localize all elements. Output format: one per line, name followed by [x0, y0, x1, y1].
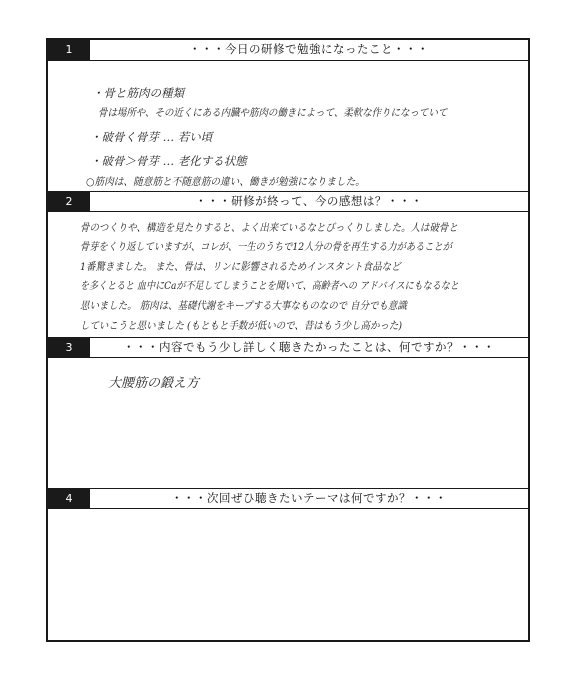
section-2-number: 2 — [48, 192, 90, 211]
section-3-note-line: 大腰筋の鍛え方 — [108, 376, 200, 391]
section-3-body — [48, 358, 528, 488]
section-1-note-line: ○筋肉は、随意筋と不随意筋の違い、働きが勉強になりました。 — [86, 176, 365, 188]
section-4-body — [48, 509, 528, 640]
section-1-header — [48, 40, 528, 61]
section-2-note-line: 骨のつくりや、構造を見たりすると、よく出来ているなとびっくりしました。人は破骨と — [80, 222, 458, 234]
section-2-note-line: 1番驚きました。 また、骨は、リンに影響されるためインスタント食品など — [80, 261, 401, 273]
section-2-title: ・・・研修が終って、今の感想は？・・・ — [195, 194, 423, 208]
section-1-note-line: ・破骨く骨芽 … 若い頃 — [90, 130, 213, 144]
feedback-sheet — [46, 38, 530, 642]
section-1-body — [48, 61, 528, 191]
section-4-title: ・・・次回ぜひ聴きたいテーマは何ですか？・・・ — [171, 491, 447, 505]
section-3-title: ・・・内容でもう少し詳しく聴きたかったことは、何ですか？・・・ — [123, 340, 495, 354]
section-2-note-line: していこうと思いました (もともと手数が低いので、昔はもう少し高かった) — [80, 320, 403, 332]
section-1-note-line: ・骨と筋肉の種類 — [92, 86, 184, 100]
section-1-title: ・・・今日の研修で勉強になったこと・・・ — [189, 42, 429, 56]
section-1-note-line: ・破骨＞骨芽 … 老化する状態 — [90, 154, 247, 168]
section-2-body — [48, 212, 528, 337]
section-1-number: 1 — [48, 40, 90, 60]
section-4-number: 4 — [48, 489, 90, 508]
section-2-note-line: 思いました。 筋肉は、基礎代謝をキープする大事なものなので 自分でも意識 — [80, 300, 407, 312]
section-1-note-line: 骨は場所や、その近くにある内臓や筋肉の働きによって、柔軟な作りになっていて — [98, 107, 448, 119]
section-3-header — [48, 337, 528, 358]
section-3-number: 3 — [48, 338, 90, 357]
section-4-header — [48, 488, 528, 509]
section-2-header — [48, 191, 528, 212]
section-2-note-line: 骨芽をくり返していますが、コレが、一生のうちで12人分の骨を再生する力があることが — [80, 241, 453, 253]
section-2-note-line: を多くとると 血中にCaが不足してしまうことを聞いて、高齢者への アドバイスにもなるなと — [80, 280, 459, 292]
